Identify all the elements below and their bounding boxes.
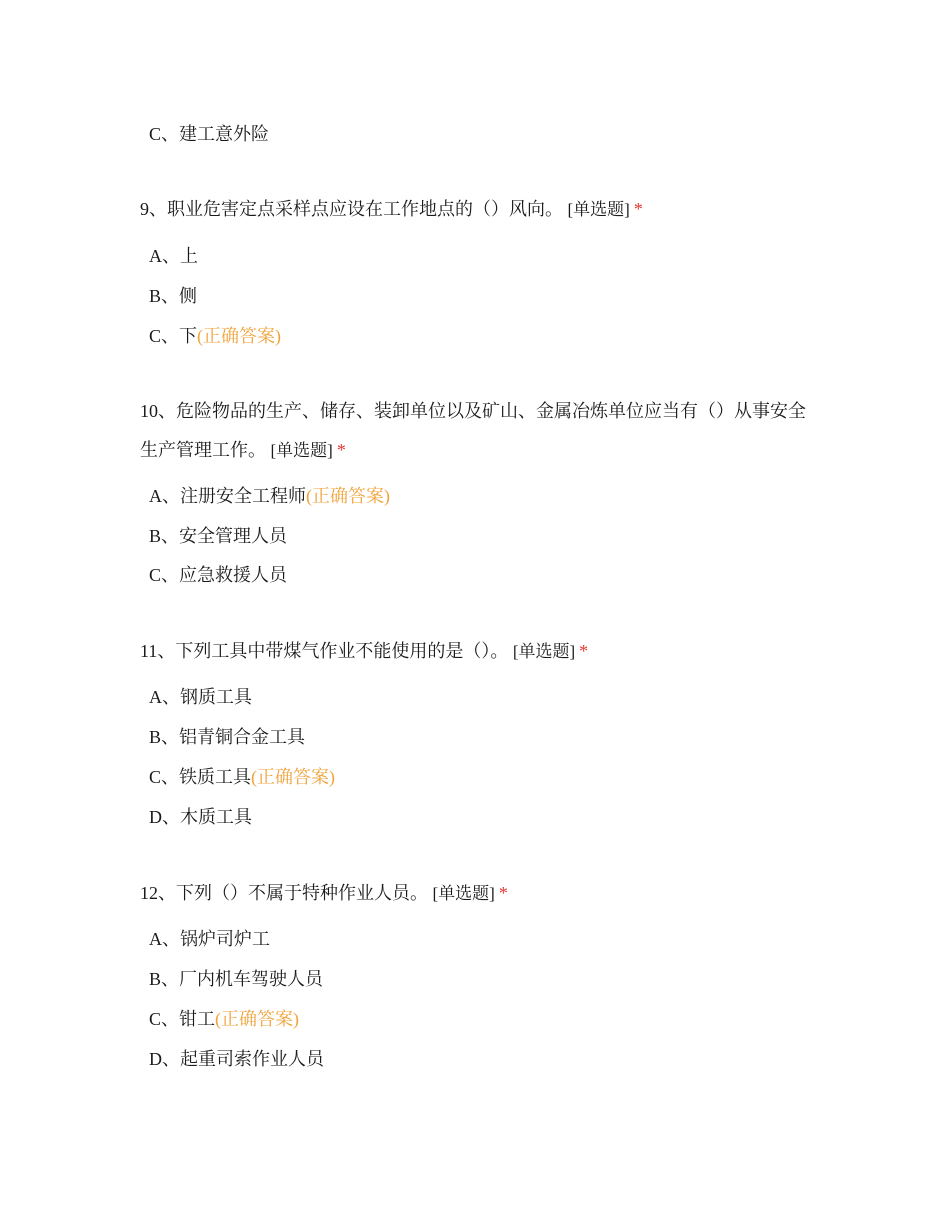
question-text: 10、危险物品的生产、储存、装卸单位以及矿山、金属冶炼单位应当有（）从事安全生产管理工作。 xyxy=(140,401,806,460)
option-item xyxy=(149,324,281,348)
question-type-tag: [单选题] xyxy=(432,884,495,903)
correct-answer-label: (正确答案) xyxy=(197,326,282,346)
option-letter: B、 xyxy=(149,526,180,546)
option-text: 下 xyxy=(179,326,198,346)
option-item xyxy=(149,244,198,268)
question-type-tag: [单选题] xyxy=(567,200,630,219)
question-text: 11、下列工具中带煤气作业不能使用的是（）。 xyxy=(140,641,509,661)
option-text: 锅炉司炉工 xyxy=(180,929,270,949)
correct-answer-label: (正确答案) xyxy=(251,767,336,787)
option-letter: C、 xyxy=(149,1009,180,1029)
option-item xyxy=(149,122,269,146)
option-item xyxy=(149,1007,299,1031)
option-text: 上 xyxy=(180,246,198,266)
question-type-tag: [单选题] xyxy=(512,642,576,661)
option-item xyxy=(149,805,252,829)
option-text: 注册安全工程师 xyxy=(180,486,306,506)
correct-answer-label: (正确答案) xyxy=(215,1009,300,1029)
question-title xyxy=(140,190,820,229)
option-item xyxy=(149,524,287,548)
question-title xyxy=(140,874,820,913)
required-mark: * xyxy=(498,883,508,903)
option-text: 铁质工具 xyxy=(179,767,252,787)
option-item xyxy=(149,725,305,749)
required-mark: * xyxy=(579,641,589,661)
option-item xyxy=(149,765,335,789)
option-letter: A、 xyxy=(149,246,180,266)
option-text: 木质工具 xyxy=(180,807,252,827)
correct-answer-label: (正确答案) xyxy=(306,486,390,506)
option-item xyxy=(149,484,390,508)
option-letter: C、 xyxy=(149,124,180,144)
question-text: 9、职业危害定点采样点应设在工作地点的（）风向。 xyxy=(140,199,563,219)
question-text: 12、下列（）不属于特种作业人员。 xyxy=(140,883,428,903)
option-text: 钳工 xyxy=(179,1009,216,1029)
option-letter: C、 xyxy=(149,326,180,346)
option-letter: D、 xyxy=(149,1049,180,1069)
option-item xyxy=(149,563,287,587)
option-letter: B、 xyxy=(149,286,180,306)
option-item xyxy=(149,967,323,991)
option-text: 钢质工具 xyxy=(180,687,252,707)
question-title xyxy=(140,392,820,470)
option-letter: A、 xyxy=(149,486,180,506)
option-text: 建工意外险 xyxy=(179,124,270,144)
option-item xyxy=(149,685,252,709)
option-letter: C、 xyxy=(149,767,180,787)
option-item xyxy=(149,284,197,308)
option-item xyxy=(149,927,270,951)
question-title xyxy=(140,632,820,671)
option-item xyxy=(149,1047,324,1071)
option-text: 厂内机车驾驶人员 xyxy=(179,969,324,989)
option-text: 应急救援人员 xyxy=(179,565,288,585)
required-mark: * xyxy=(633,199,643,219)
option-text: 侧 xyxy=(179,286,198,306)
option-letter: C、 xyxy=(149,565,180,585)
option-text: 起重司索作业人员 xyxy=(180,1049,324,1069)
option-letter: A、 xyxy=(149,687,180,707)
question-type-tag: [单选题] xyxy=(270,441,333,460)
option-text: 铝青铜合金工具 xyxy=(179,727,306,747)
option-letter: D、 xyxy=(149,807,180,827)
option-text: 安全管理人员 xyxy=(179,526,288,546)
option-letter: B、 xyxy=(149,969,180,989)
option-letter: A、 xyxy=(149,929,180,949)
option-letter: B、 xyxy=(149,727,180,747)
required-mark: * xyxy=(336,440,346,460)
